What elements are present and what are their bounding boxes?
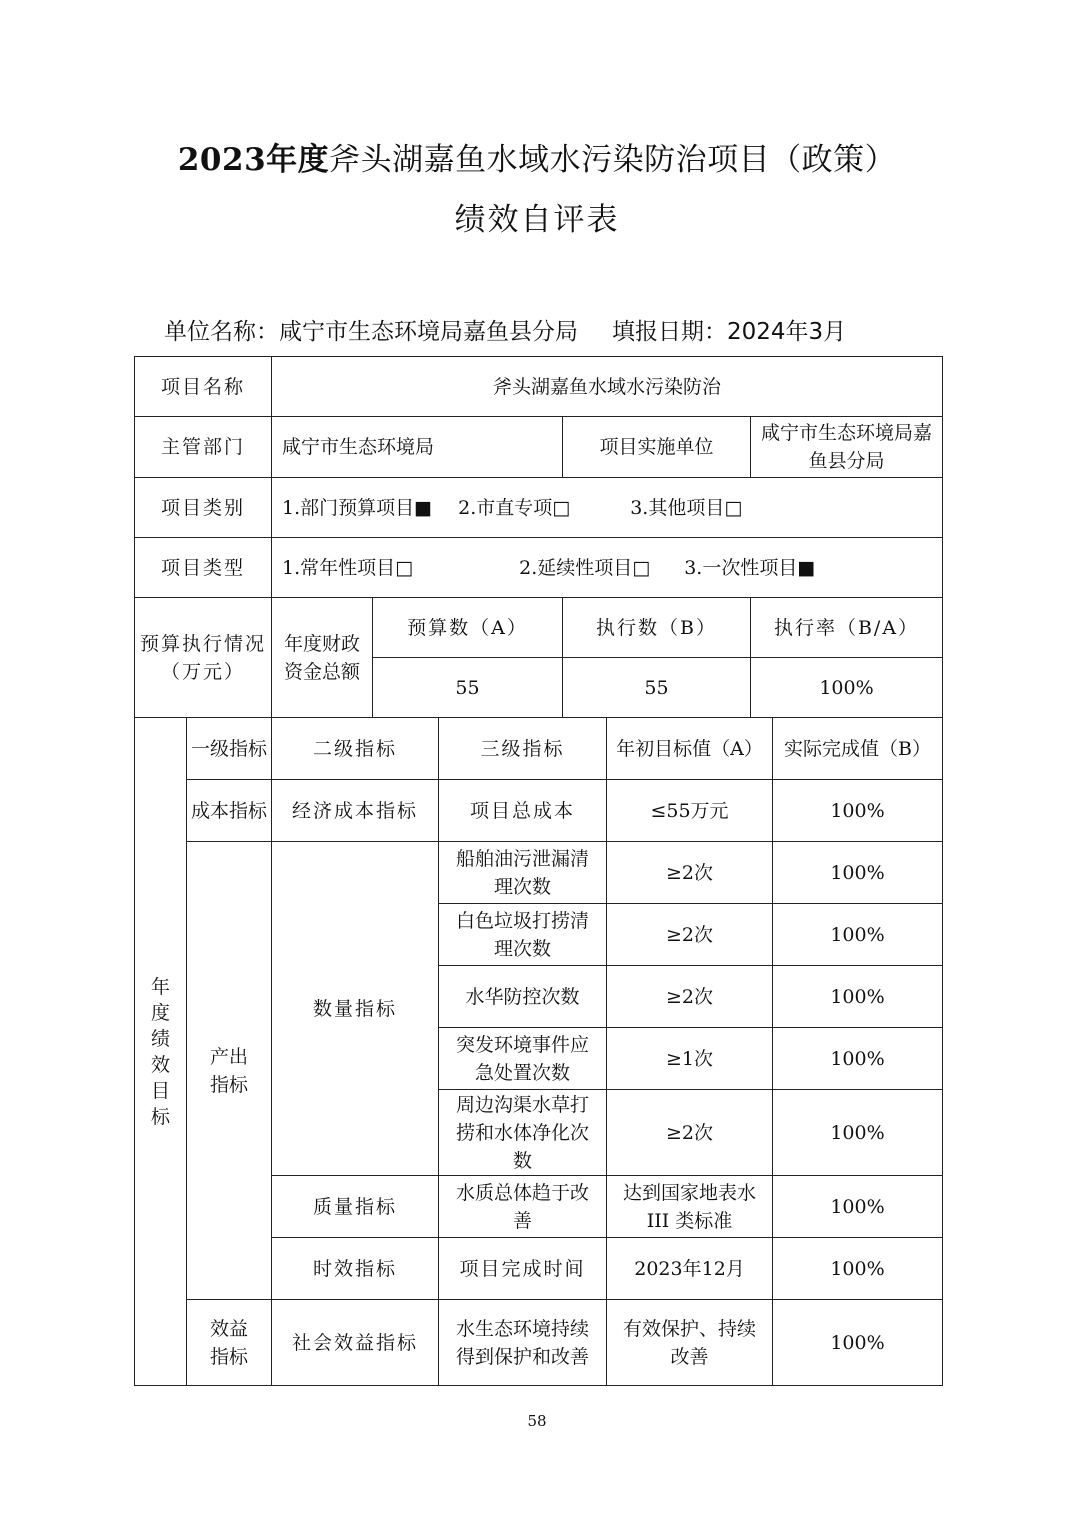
quantity-actual: 100%	[773, 966, 943, 1028]
timeliness-level2: 时效指标	[272, 1238, 439, 1300]
quantity-actual: 100%	[773, 1090, 943, 1176]
quantity-actual: 100%	[773, 1028, 943, 1090]
quantity-target: ≥2次	[607, 842, 773, 904]
quantity-level3: 突发环境事件应急处置次数	[439, 1028, 607, 1090]
budget-value-a: 55	[373, 658, 563, 718]
title-year: 2023年度	[177, 142, 330, 178]
quantity-actual: 100%	[773, 904, 943, 966]
quantity-target: ≥2次	[607, 1090, 773, 1176]
page-number: 58	[527, 1412, 547, 1430]
quantity-level2: 数量指标	[272, 842, 439, 1176]
cost-actual: 100%	[773, 780, 943, 842]
budget-header-a: 预算数（A）	[373, 598, 563, 658]
quality-target: 达到国家地表水III 类标准	[607, 1176, 773, 1238]
category-label: 项目类别	[135, 478, 272, 538]
quantity-target: ≥2次	[607, 904, 773, 966]
quality-level3: 水质总体趋于改善	[439, 1176, 607, 1238]
quantity-level3: 周边沟渠水草打捞和水体净化次数	[439, 1090, 607, 1176]
budget-label: 预算执行情况（万元）	[135, 598, 272, 718]
quality-level2: 质量指标	[272, 1176, 439, 1238]
unit-name: 单位名称：咸宁市生态环境局嘉鱼县分局	[164, 319, 578, 345]
budget-header-b: 执行数（B）	[563, 598, 751, 658]
document-subtitle: 绩效自评表	[454, 202, 620, 238]
type-label: 项目类型	[135, 538, 272, 598]
row-project-name	[135, 357, 943, 417]
quantity-target: ≥2次	[607, 966, 773, 1028]
project-name-label: 项目名称	[135, 357, 272, 417]
benefit-level3: 水生态环境持续得到保护和改善	[439, 1300, 607, 1386]
impl-label: 项目实施单位	[563, 417, 751, 478]
header-level2: 二级指标	[272, 718, 439, 780]
row-department	[135, 417, 943, 478]
benefit-actual: 100%	[773, 1300, 943, 1386]
fill-date: 填报日期：2024年3月	[612, 319, 847, 345]
benefit-level1: 效益指标	[187, 1300, 272, 1386]
budget-header-rate: 执行率（B/A）	[751, 598, 943, 658]
header-level1: 一级指标	[187, 718, 272, 780]
quantity-target: ≥1次	[607, 1028, 773, 1090]
title-rest: 斧头湖嘉鱼水域水污染防治项目（政策）	[329, 142, 897, 178]
quantity-actual: 100%	[773, 842, 943, 904]
row-category	[135, 478, 943, 538]
row-cost	[135, 780, 943, 842]
project-name-value: 斧头湖嘉鱼水域水污染防治	[272, 357, 943, 417]
meta-line	[164, 313, 846, 346]
cost-level3: 项目总成本	[439, 780, 607, 842]
table-row	[135, 842, 943, 904]
output-level1: 产出指标	[187, 842, 272, 1300]
row-benefit	[135, 1300, 943, 1386]
row-type	[135, 538, 943, 598]
quantity-level3: 白色垃圾打捞清理次数	[439, 904, 607, 966]
type-option-1: 1.常年性项目□	[282, 556, 414, 579]
quantity-level3: 水华防控次数	[439, 966, 607, 1028]
category-option-2: 2.市直专项□	[458, 496, 571, 519]
annual-goal-label: 年度绩效目标	[135, 718, 187, 1386]
dept-value: 咸宁市生态环境局	[272, 417, 563, 478]
row-budget-headers	[135, 598, 943, 658]
benefit-target: 有效保护、持续改善	[607, 1300, 773, 1386]
type-option-2: 2.延续性项目□	[519, 556, 651, 579]
type-option-3: 3.一次性项目■	[684, 556, 816, 579]
dept-label: 主管部门	[135, 417, 272, 478]
impl-value: 咸宁市生态环境局嘉鱼县分局	[751, 417, 943, 478]
cost-level1: 成本指标	[187, 780, 272, 842]
quality-actual: 100%	[773, 1176, 943, 1238]
header-target: 年初目标值（A）	[607, 718, 773, 780]
header-level3: 三级指标	[439, 718, 607, 780]
cost-target: ≤55万元	[607, 780, 773, 842]
row-indicator-headers	[135, 718, 943, 780]
category-option-1: 1.部门预算项目■	[282, 496, 433, 519]
budget-value-rate: 100%	[751, 658, 943, 718]
type-options	[272, 538, 943, 598]
timeliness-level3: 项目完成时间	[439, 1238, 607, 1300]
quantity-level3: 船舶油污泄漏清理次数	[439, 842, 607, 904]
category-option-3: 3.其他项目□	[630, 496, 743, 519]
cost-level2: 经济成本指标	[272, 780, 439, 842]
budget-sublabel: 年度财政资金总额	[272, 598, 373, 718]
benefit-level2: 社会效益指标	[272, 1300, 439, 1386]
document-title	[0, 134, 1074, 179]
timeliness-actual: 100%	[773, 1238, 943, 1300]
self-evaluation-table	[134, 356, 943, 1386]
header-actual: 实际完成值（B）	[773, 718, 943, 780]
budget-value-b: 55	[563, 658, 751, 718]
category-options	[272, 478, 943, 538]
timeliness-target: 2023年12月	[607, 1238, 773, 1300]
